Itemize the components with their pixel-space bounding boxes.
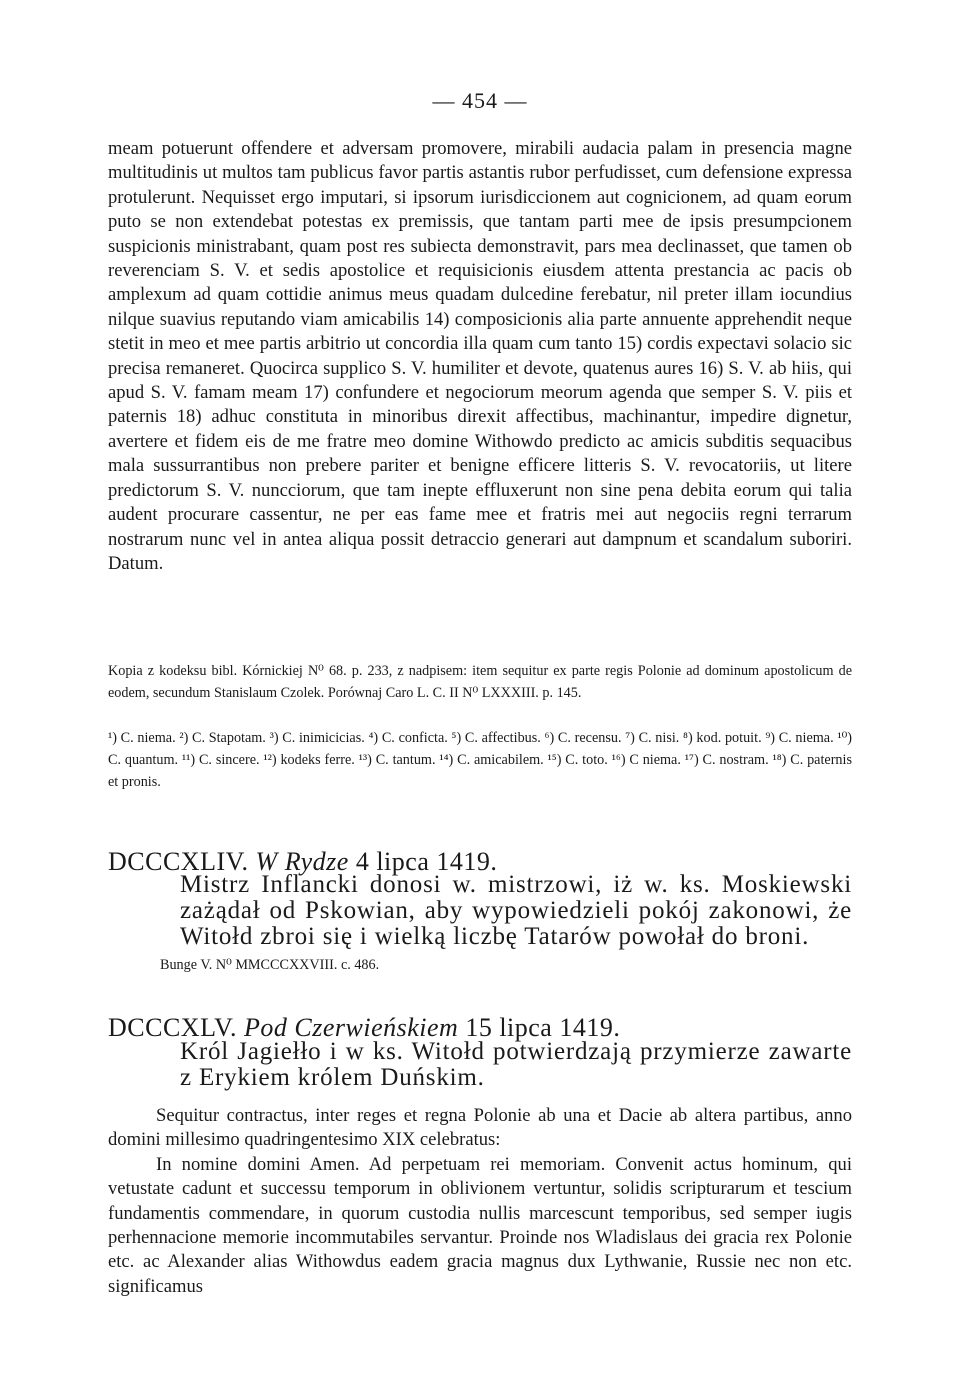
source-note <box>108 661 852 705</box>
summary-text: Król Jagiełło i w ks. Witołd potwierdzają przymierze zawarte z Erykiem królem Duńskim. <box>180 1038 852 1091</box>
text-paragraph: Sequitur contractus, inter reges et regna Polonie ab una et Dacie ab altera partibus, anno domini millesimo quadringentesimo XIX celebratus: <box>108 1105 852 1151</box>
footnotes <box>108 728 852 793</box>
main-paragraph: meam potuerunt offendere et adversam promovere, mirabili audacia palam in presencia magne multitudinis ut multos tam publicus favor partis astantis rubor perfudisset, cum defensione expressa protulerunt. Nequisset ergo imputari, si ipsorum iurisdiccionem aut cognicionem, ad quam eorum puto se non extendebat potestas ex premissis, que tantam parti mee de ipsis presumpcionem suspicionis ministrabant, quam post res subiecta demonstravit, pars mea declinasset, que tamen ob reverenciam S. V. et sedis apostolice et requisicionis eiusdem attenta prestancia ac pacis ob amplexum ad quam cottidie animus meus quadam dulcedine ferebatur, nil preter illam iocundius nilque suavius reputando viam amicabilis 14) composicionis alia parte annuente apprehendit neque stetit in meo et mee partis arbitrio ut concordia illa quam cum tanto 15) cordis expectavi solacio sic precisa remaneret. Quocirca supplico S. V. humiliter et devote, quatenus aures 16) S. V. ab hiis, qui apud S. V. famam meam 17) confundere et negociorum meorum agenda que semper S. V. piis et paternis 18) adhuc constituta in minoribus direxit affectibus, machinantur, impedire dignetur, avertere et fidem eis de me fratre meo domine Withowdo predicto ac amicis subditis sequacibus mala sussurrantibus non prebere pariter et benigne efficere litteris S. V. revocatoriis, ut litere predictorum S. V. nuncciorum, que tam inepte effluxerunt non sine pena debita eorum qui talia audent procurare cassentur, ne per eas fame mee et fratris mei aut negociis regni terrarum nostrarum nunc vel in antea aliqua possit detraccio generari aut dampnum et scandalum suboriri. Datum. <box>108 138 852 574</box>
footnotes-text: ¹) C. niema. ²) C. Stapotam. ³) C. inimicicias. ⁴) C. conficta. ⁵) C. affectibus. ⁶) C. recensu. ⁷) C. nisi. ⁸) kod. potuit. ⁹) C. niema. ¹⁰) C. quantum. ¹¹) C. sincere. ¹²) kodeks ferre. ¹³) C. tantum. ¹⁴) C. amicabilem. ¹⁵) C. toto. ¹⁶) C niema. ¹⁷) C. nostram. ¹⁸) C. paternis et pronis. <box>108 730 852 790</box>
page-number: — 454 — <box>432 88 528 113</box>
summary-text: Mistrz Inflancki donosi w. mistrzowi, iż w. ks. Moskiewski zażądał od Pskowian, aby wypowiedzieli pokój zakonowi, że Witołd zbroi się i wielką liczbę Tatarów powołał do broni. <box>180 871 852 950</box>
source-note-text: Kopia z kodeksu bibl. Kórnickiej N⁰ 68. p. 233, z nadpisem: item sequitur ex parte regis Polonie ad dominum apostolicum de eodem, secundum Stanislaum Czolek. Porównaj Caro L. C. II N⁰ LXXXIII. p. 145. <box>108 663 852 701</box>
document-place: Pod Czerwieńskiem <box>244 1013 459 1042</box>
document-place: W Rydze <box>255 847 349 876</box>
document-date: 15 lipca 1419. <box>465 1013 621 1042</box>
document-source-844: Bunge V. N⁰ MMCCCXXVIII. c. 486. <box>160 957 380 973</box>
document-summary-845 <box>180 1039 852 1091</box>
document-number: DCCCXLIV. <box>108 847 249 876</box>
document-number: DCCCXLV. <box>108 1013 237 1042</box>
document-summary-844 <box>180 872 852 950</box>
document-date: 4 lipca 1419. <box>355 847 498 876</box>
document-text-845 <box>108 1104 852 1299</box>
text-paragraph: In nomine domini Amen. Ad perpetuam rei memoriam. Convenit actus hominum, qui vetustate cadunt et successu temporum in oblivionem vertuntur, solidis scripturarum et tescium fundamentis commendare, in quorum custodia nullis marcescunt temporibus, sed semper iugis perhennacione memorie incommutabiles servantur. Proinde nos Wladislaus dei gracia rex Polonie etc. ac Alexander alias Withowdus eadem gracia magnus dux Lythwanie, Russie nec non etc. significamus <box>108 1153 852 1297</box>
main-text <box>108 137 852 576</box>
